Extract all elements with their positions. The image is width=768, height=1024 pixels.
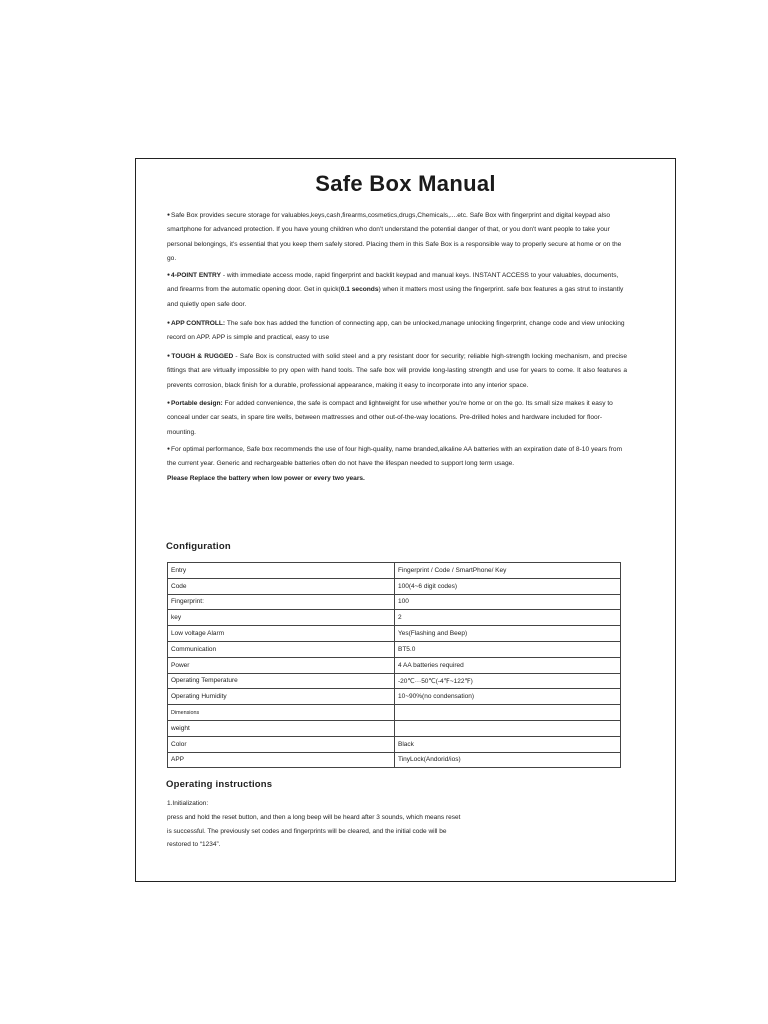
- entry-paragraph: [167, 268, 627, 312]
- config-row: [168, 657, 621, 673]
- config-row: [168, 594, 621, 610]
- intro-text: Safe Box provides secure storage for valuables,keys,cash,firearms,cosmetics,drugs,Chemicals,....etc. Safe Box with fingerprint and digital keypad also smartphone for advanced protection. If you have young children who don't understand the potential danger of that, or you don't want people to take your personal belongings, it's essential that you keep them safely stored. Placing them in this Safe Box is a responsible way to properly secure at home or on the go.: [167, 212, 622, 263]
- config-row: [168, 689, 621, 705]
- config-row: [168, 736, 621, 752]
- entry-speed: 0.1 seconds: [340, 286, 379, 294]
- tough-label: TOUGH & RUGGED: [171, 353, 234, 360]
- config-key: Entry: [168, 563, 395, 579]
- config-row: [168, 578, 621, 594]
- intro-paragraph: [167, 208, 627, 267]
- config-value: Black: [395, 736, 621, 752]
- config-row: [168, 626, 621, 642]
- app-text: The safe box has added the function of connecting app, can be unlocked,manage unlocking fingerprint, change code and view unlocking record on APP. APP is simple and practical, easy to use: [167, 320, 625, 342]
- page-title: Safe Box Manual: [315, 171, 496, 196]
- config-key: Fingerprint:: [168, 594, 395, 610]
- config-row: [168, 563, 621, 579]
- battery-notice: Please Replace the battery when low power or every two years.: [167, 475, 365, 482]
- config-value: -20℃···50℃(-4℉~122℉): [395, 673, 621, 689]
- instruction-line: is successful. The previously set codes and fingerprints will be cleared, and the initial code will be: [167, 827, 447, 835]
- config-value: 2: [395, 610, 621, 626]
- entry-text-a: - with immediate access mode, rapid fingerprint and backlit keypad and manual keys. INSTANT ACCESS to your valuables, documents, and firearms from the automatic opening door. Get in quick(: [167, 272, 619, 294]
- portable-paragraph: [167, 396, 627, 440]
- bullet-icon: ●: [167, 212, 171, 218]
- config-row: [168, 610, 621, 626]
- config-value: 100(4~6 digit codes): [395, 578, 621, 594]
- config-value: TinyLock(Andorid/ios): [395, 752, 621, 768]
- config-row: [168, 673, 621, 689]
- configuration-heading: Configuration: [166, 541, 231, 552]
- bullet-icon: ●: [167, 353, 171, 359]
- tough-paragraph: [167, 349, 627, 393]
- config-key: Power: [168, 657, 395, 673]
- battery-paragraph: [167, 442, 627, 472]
- instruction-line: press and hold the reset button, and then a long beep will be heard after 3 sounds, which means reset: [167, 813, 461, 821]
- app-paragraph: [167, 316, 627, 346]
- config-row: [168, 720, 621, 736]
- config-value: [395, 720, 621, 736]
- config-key: Code: [168, 578, 395, 594]
- config-row: [168, 641, 621, 657]
- app-label: APP CONTROLL:: [171, 320, 226, 327]
- config-value: 4 AA batteries required: [395, 657, 621, 673]
- step-title: 1.Initialization:: [167, 800, 209, 807]
- config-value: [395, 705, 621, 721]
- bullet-icon: ●: [167, 400, 171, 406]
- config-key: Communication: [168, 641, 395, 657]
- config-value: Fingerprint / Code / SmartPhone/ Key: [395, 563, 621, 579]
- config-key: APP: [168, 752, 395, 768]
- bullet-icon: ●: [167, 320, 171, 326]
- config-value: Yes(Flashing and Beep): [395, 626, 621, 642]
- portable-text: For added convenience, the safe is compact and lightweight for use whether you're home or on the go. Its small size makes it easy to conceal under car seats, in spare tire wells, between mattresses and other out-of-the-way locations. Pre-drilled holes and hardware included for floor-mounting.: [167, 400, 613, 436]
- config-value: 100: [395, 594, 621, 610]
- config-key: Operating Humidity: [168, 689, 395, 705]
- config-key: key: [168, 610, 395, 626]
- operating-heading: Operating instructions: [166, 779, 273, 790]
- entry-label: 4-POINT ENTRY: [171, 272, 221, 279]
- config-value: 10~90%(no condensation): [395, 689, 621, 705]
- config-row: [168, 752, 621, 768]
- manual-page: [135, 158, 676, 882]
- tough-text: - Safe Box is constructed with solid steel and a pry resistant door for security; reliable high-strength locking mechanism, and precise fittings that are virtually impossible to pry open with hand tools. The safe box will provide long-lasting strength and use for years to come. It also features a prevents corrosion, black finish for a durable, professional appearance, making it easy to incorporate into any interior space.: [167, 353, 627, 389]
- config-key: Dimensions: [168, 705, 395, 721]
- configuration-table: [167, 562, 621, 768]
- config-key: Color: [168, 736, 395, 752]
- operating-instructions: [167, 797, 507, 852]
- portable-label: Portable design:: [171, 400, 223, 407]
- config-key: Operating Temperature: [168, 673, 395, 689]
- bullet-icon: ●: [167, 272, 171, 278]
- config-key: weight: [168, 720, 395, 736]
- bullet-icon: ●: [167, 446, 171, 452]
- config-value: BT5.0: [395, 641, 621, 657]
- battery-text: For optimal performance, Safe box recommends the use of four high-quality, name branded,alkaline AA batteries with an expiration date of 8-10 years from the current year. Generic and rechargeable batteries often do not have the lifespan needed to support long term usage.: [167, 446, 623, 468]
- config-row: [168, 705, 621, 721]
- config-key: Low voltage Alarm: [168, 626, 395, 642]
- instruction-line: restored to “1234”.: [167, 841, 221, 849]
- entry-text-b: ) when it matters most using the fingerprint. safe box features a gas strut to instantly and quietly open safe door.: [167, 286, 624, 308]
